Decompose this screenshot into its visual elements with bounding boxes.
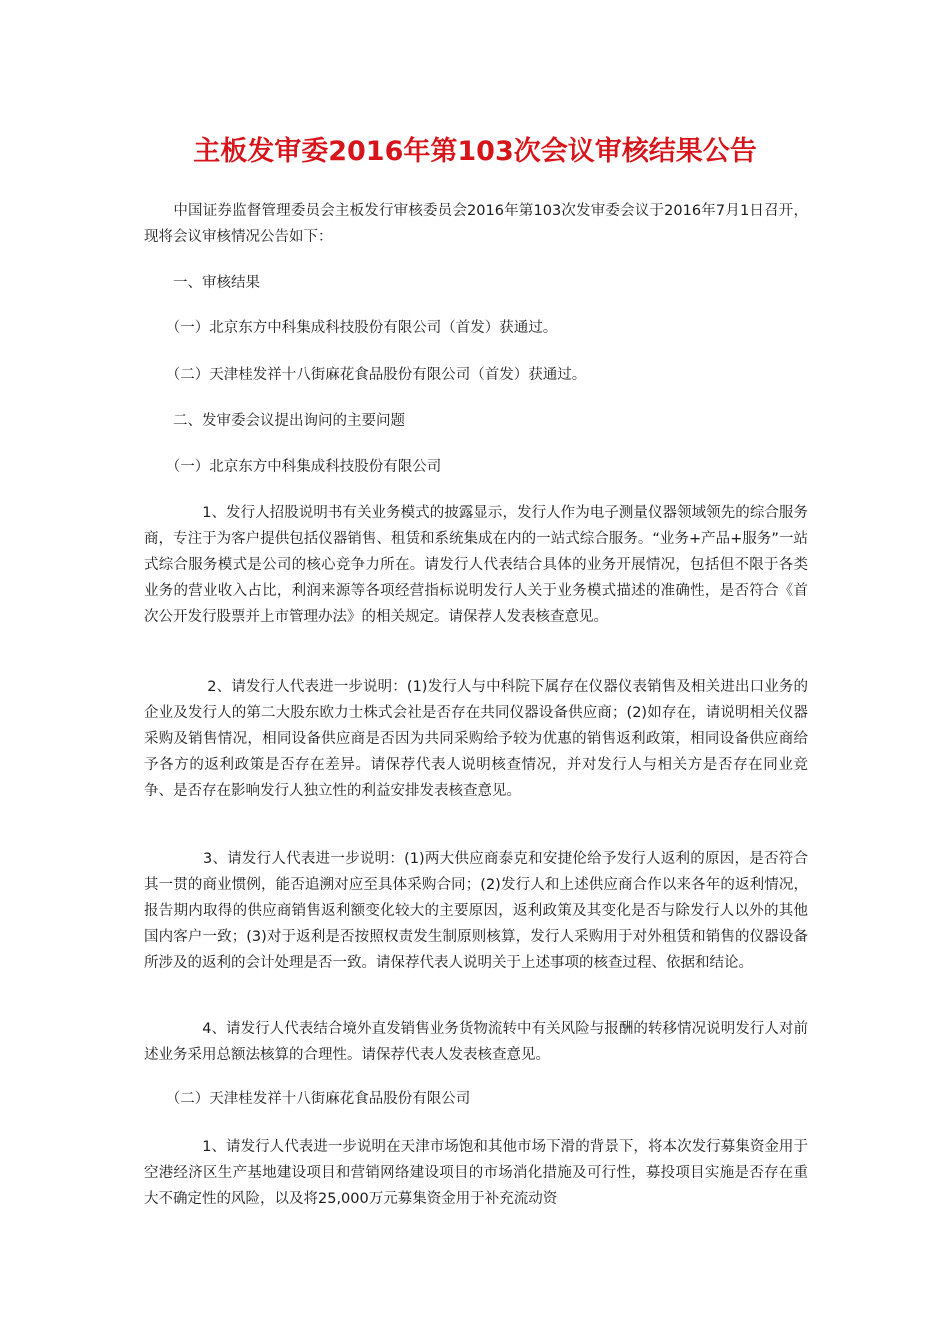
intro-paragraph: 中国证券监督管理委员会主板发行审核委员会2016年第103次发审委会议于2016年7月1日召开，现将会议审核情况公告如下： — [144, 203, 808, 245]
section-heading-main-questions: 二、发审委会议提出询问的主要问题 — [144, 413, 405, 429]
document-title: 主板发审委2016年第103次会议审核结果公告 — [193, 136, 757, 167]
section-heading-review-results: 一、审核结果 — [144, 275, 260, 291]
question-paragraph-1-2: 2、请发行人代表进一步说明：(1)发行人与中科院下属存在仪器仪表销售及相关进出口业务的企业及发行人的第二大股东欧力士株式会社是否存在共同仪器设备供应商；(2)如存在，请说明相关仪器采购及销售情况，相同设备供应商是否因为共同采购给予较为优惠的销售返利政策，相同设备供应商给予各方的返利政策是否存在差异。请保荐代表人说明核查情况，并对发行人与相关方是否存在同业竞争、是否存在影响发行人独立性的利益安排发表核查意见。 — [144, 679, 808, 799]
company-heading-2: （二）天津桂发祥十八街麻花食品股份有限公司 — [144, 1091, 471, 1107]
question-paragraph-1-4: 4、请发行人代表结合境外直发销售业务货物流转中有关风险与报酬的转移情况说明发行人对前述业务采用总额法核算的合理性。请保荐代表人发表核查意见。 — [144, 1021, 808, 1063]
result-item-2: （二）天津桂发祥十八街麻花食品股份有限公司（首发）获通过。 — [144, 367, 587, 383]
question-paragraph-2-1: 1、请发行人代表进一步说明在天津市场饱和其他市场下滑的背景下，将本次发行募集资金用于空港经济区生产基地建设项目和营销网络建设项目的市场消化措施及可行性，募投项目实施是否存在重大不确定性的风险，以及将25,000万元募集资金用于补充流动资 — [144, 1139, 808, 1207]
question-paragraph-1-3: 3、请发行人代表进一步说明：(1)两大供应商泰克和安捷伦给予发行人返利的原因，是否符合其一贯的商业惯例，能否追溯对应至具体采购合同；(2)发行人和上述供应商合作以来各年的返利情况，报告期内取得的供应商销售返利额变化较大的主要原因，返利政策及其变化是否与除发行人以外的其他国内客户一致；(3)对于返利是否按照权责发生制原则核算，发行人采购用于对外租赁和销售的仪器设备所涉及的返利的会计处理是否一致。请保荐代表人说明关于上述事项的核查过程、依据和结论。 — [144, 851, 808, 971]
result-item-1: （一）北京东方中科集成科技股份有限公司（首发）获通过。 — [144, 320, 558, 336]
question-paragraph-1-1: 1、发行人招股说明书有关业务模式的披露显示，发行人作为电子测量仪器领域领先的综合服务商，专注于为客户提供包括仪器销售、租赁和系统集成在内的一站式综合服务。“业务+产品+服务”一站式综合服务模式是公司的核心竞争力所在。请发行人代表结合具体的业务开展情况，包括但不限于各类业务的营业收入占比，利润来源等各项经营指标说明发行人关于业务模式描述的准确性，是否符合《首次公开发行股票并上市管理办法》的相关规定。请保荐人发表核查意见。 — [144, 505, 808, 625]
company-heading-1: （一）北京东方中科集成科技股份有限公司 — [144, 459, 442, 475]
